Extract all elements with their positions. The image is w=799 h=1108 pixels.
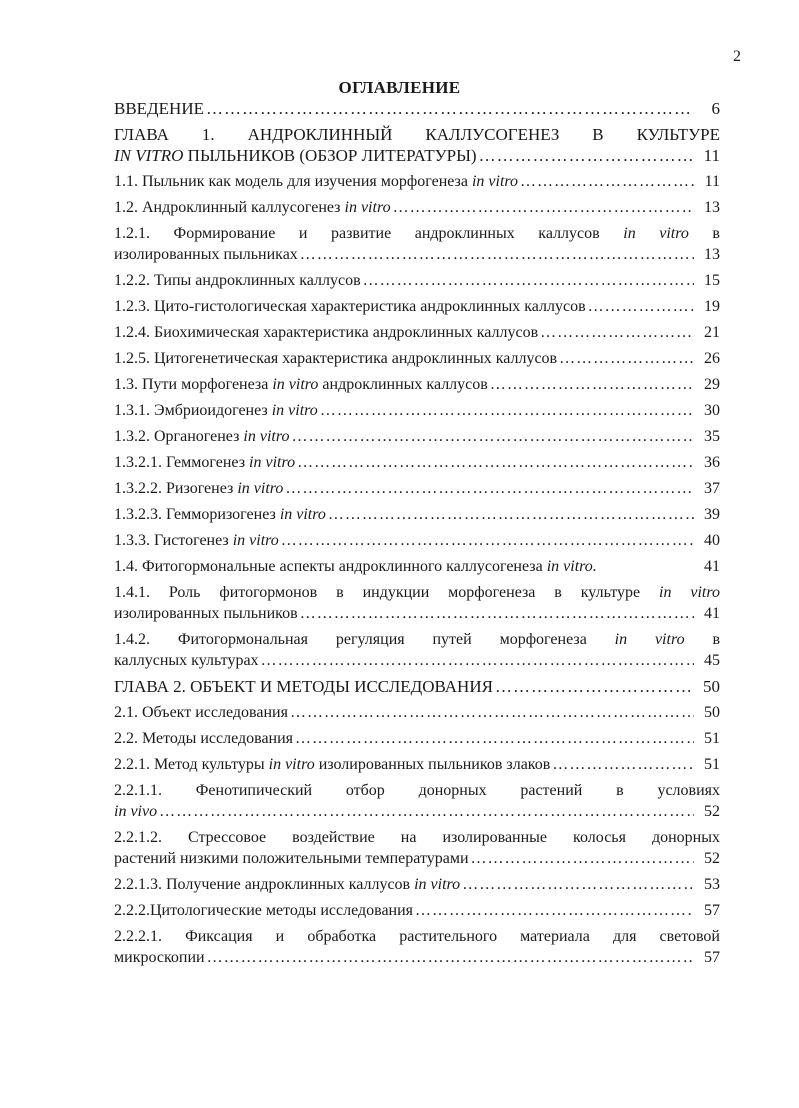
toc-entry-page: 53 bbox=[704, 876, 720, 893]
toc-entry-page: 57 bbox=[704, 902, 720, 919]
toc-leader-dots bbox=[471, 848, 694, 869]
toc-entry-line bbox=[114, 702, 720, 723]
toc-entry-title: 1.4. Фитогормональные аспекты андроклинного каллусогенеза in vitro. bbox=[114, 558, 597, 575]
toc-entry-title: 1.2.4. Биохимическая характеристика андроклинных каллусов bbox=[114, 324, 539, 341]
toc-entry-title: растений низкими положительными температурами bbox=[114, 850, 469, 867]
toc-title: ОГЛАВЛЕНИЕ bbox=[338, 78, 461, 97]
toc-leader-dots bbox=[207, 947, 694, 968]
toc-leader-dots bbox=[462, 874, 694, 895]
toc-entry bbox=[114, 171, 720, 192]
toc-entry-page: 15 bbox=[704, 272, 720, 289]
toc-entry-line bbox=[114, 296, 720, 317]
toc-entry-italic: in vitro bbox=[659, 584, 720, 601]
toc-entry-line bbox=[114, 478, 720, 499]
toc-entry-title: 1.3.1. Эмбриоидогенез in vitro bbox=[114, 402, 318, 419]
toc-entry-page: 35 bbox=[704, 428, 720, 445]
toc-entry bbox=[114, 223, 720, 265]
toc-leader-dots bbox=[363, 270, 694, 291]
toc-entry-italic: in vitro bbox=[414, 876, 461, 893]
toc-entry-italic: IN VITRO bbox=[114, 146, 184, 165]
toc-leader-dots bbox=[292, 426, 695, 447]
toc-entry-first-line: ГЛАВА 1. АНДРОКЛИННЫЙ КАЛЛУСОГЕНЕЗ В КУЛЬТУРЕ bbox=[114, 125, 720, 144]
toc-leader-dots bbox=[559, 348, 694, 369]
toc-entry-line bbox=[114, 603, 720, 624]
toc-entry-title: ВВЕДЕНИЕ bbox=[114, 99, 204, 118]
toc-entry-italic: in vitro bbox=[279, 506, 326, 523]
toc-entry-line bbox=[114, 348, 720, 369]
toc-entry-title: 1.3.2.2. Ризогенез in vitro bbox=[114, 480, 284, 497]
toc-entry-italic: in vitro bbox=[344, 199, 391, 216]
toc-entry-line bbox=[114, 848, 720, 869]
toc-entry-italic: in vitro bbox=[271, 402, 318, 419]
toc-leader-dots bbox=[490, 374, 694, 395]
toc-leader-dots bbox=[261, 650, 694, 671]
toc-entry-page: 36 bbox=[704, 454, 720, 471]
toc-leader-dots bbox=[495, 676, 694, 697]
toc-entry-title: IN VITRO ПЫЛЬНИКОВ (ОБЗОР ЛИТЕРАТУРЫ) bbox=[114, 146, 477, 165]
toc-entry bbox=[114, 780, 720, 822]
toc-entry-title: 1.2.3. Цито-гистологическая характеристика андроклинных каллусов bbox=[114, 298, 586, 315]
toc-entry-title: 1.2. Андроклинный каллусогенез in vitro bbox=[114, 199, 391, 216]
toc-entry-line bbox=[114, 900, 720, 921]
toc-entry-first-line: 2.2.1.2. Стрессовое воздействие на изолированные колосья донорных bbox=[114, 829, 720, 846]
toc-entry-title: 1.1. Пыльник как модель для изучения морфогенеза in vitro bbox=[114, 173, 519, 190]
toc-entry-page: 50 bbox=[704, 704, 720, 721]
toc-entry bbox=[114, 728, 720, 749]
toc-entry-line bbox=[114, 322, 720, 343]
toc-entry-line bbox=[114, 400, 720, 421]
toc-entry-title: 1.3.3. Гистогенез in vitro bbox=[114, 532, 279, 549]
toc-entry bbox=[114, 926, 720, 968]
toc-entry-page: 13 bbox=[704, 246, 720, 263]
toc-entry-line bbox=[114, 556, 720, 577]
toc-entry bbox=[114, 452, 720, 473]
toc-entry-italic: in vitro bbox=[243, 428, 290, 445]
toc-entry-title: 1.3.2.3. Гемморизогенез in vitro bbox=[114, 506, 326, 523]
toc-entry-line bbox=[114, 754, 720, 775]
toc-entry-title: изолированных пыльниках bbox=[114, 246, 298, 263]
toc-entry-line bbox=[114, 530, 720, 551]
toc-leader-dots bbox=[415, 900, 694, 921]
page-number: 2 bbox=[733, 48, 741, 65]
toc-entry bbox=[114, 874, 720, 895]
toc-entry bbox=[114, 478, 720, 499]
toc-entry-page: 13 bbox=[704, 199, 720, 216]
toc-entry-page: 41 bbox=[704, 558, 720, 575]
toc-leader-dots bbox=[393, 197, 694, 218]
toc-entry-page: 40 bbox=[704, 532, 720, 549]
toc-entry-line bbox=[114, 244, 720, 265]
toc-entry-title: микроскопии bbox=[114, 949, 205, 966]
toc-entry-line bbox=[114, 197, 720, 218]
toc-entry-title: 2.2.1. Метод культуры in vitro изолированных пыльников злаков bbox=[114, 756, 551, 773]
toc-entry-page: 41 bbox=[704, 605, 720, 622]
toc-entry-page: 57 bbox=[704, 949, 720, 966]
toc-entry-italic: in vivo bbox=[114, 803, 158, 820]
toc-entry-page: 39 bbox=[704, 506, 720, 523]
toc-entry-line bbox=[114, 426, 720, 447]
toc-entry bbox=[114, 676, 720, 697]
toc-entry bbox=[114, 322, 720, 343]
toc-entry-line bbox=[114, 801, 720, 822]
toc-entry-title: каллусных культурах bbox=[114, 652, 259, 669]
toc-entry-title: ГЛАВА 2. ОБЪЕКТ И МЕТОДЫ ИССЛЕДОВАНИЯ bbox=[114, 677, 493, 696]
toc-entry-page: 6 bbox=[711, 99, 720, 118]
toc-entry-first-line: 2.2.1.1. Фенотипический отбор донорных растений в условиях bbox=[114, 782, 720, 799]
toc-entry bbox=[114, 374, 720, 395]
toc-entry bbox=[114, 556, 720, 577]
toc-entry bbox=[114, 296, 720, 317]
toc-leader-dots bbox=[290, 702, 694, 723]
toc-entry-italic: in vitro bbox=[272, 376, 319, 393]
toc-leader-dots bbox=[285, 478, 694, 499]
toc-entry-page: 30 bbox=[704, 402, 720, 419]
toc-leader-dots bbox=[206, 98, 694, 119]
toc-entry-first-line: 1.2.1. Формирование и развитие андроклинных каллусов in vitro в bbox=[114, 225, 720, 242]
toc-entry-title: 2.2.2.Цитологические методы исследования bbox=[114, 902, 414, 919]
toc-leader-dots bbox=[281, 530, 694, 551]
toc-entry-line bbox=[114, 374, 720, 395]
toc-entry-italic: in vitro. bbox=[546, 558, 597, 575]
toc-entry bbox=[114, 827, 720, 869]
toc-entry-title: 1.3.2.1. Геммогенез in vitro bbox=[114, 454, 296, 471]
toc-entry-page: 50 bbox=[703, 677, 720, 696]
toc-entry bbox=[114, 124, 720, 166]
toc-entry-title: 2.2.1.3. Получение андроклинных каллусов in vitro bbox=[114, 876, 461, 893]
toc-entry bbox=[114, 98, 720, 119]
toc-entry-page: 52 bbox=[704, 803, 720, 820]
toc-entry bbox=[114, 754, 720, 775]
toc-entry-line bbox=[114, 98, 720, 119]
toc-entry-line bbox=[114, 270, 720, 291]
toc-entry-line bbox=[114, 676, 720, 697]
toc-leader-dots bbox=[588, 296, 694, 317]
toc-entry-italic: in vitro bbox=[614, 631, 685, 648]
toc-entry-line bbox=[114, 171, 720, 192]
toc-leader-dots bbox=[297, 452, 694, 473]
toc-entry-line bbox=[114, 874, 720, 895]
toc-leader-dots bbox=[320, 400, 694, 421]
toc-entry-line bbox=[114, 504, 720, 525]
toc-leader-dots bbox=[328, 504, 694, 525]
toc-entry-page: 29 bbox=[704, 376, 720, 393]
toc-entry-title: 2.1. Объект исследования bbox=[114, 704, 288, 721]
toc-entry-italic: in vitro bbox=[249, 454, 296, 471]
toc-entry-page: 19 bbox=[704, 298, 720, 315]
toc-leader-dots bbox=[295, 728, 694, 749]
toc-entry-page: 11 bbox=[703, 146, 720, 165]
toc-entry-italic: in vitro bbox=[268, 756, 315, 773]
toc-entry bbox=[114, 530, 720, 551]
toc-entry bbox=[114, 270, 720, 291]
toc-entry bbox=[114, 197, 720, 218]
table-of-contents bbox=[114, 98, 720, 973]
toc-entry-title: 1.2.5. Цитогенетическая характеристика андроклинных каллусов bbox=[114, 350, 558, 367]
toc-entry bbox=[114, 400, 720, 421]
toc-entry-page: 11 bbox=[704, 173, 720, 190]
toc-leader-dots bbox=[479, 145, 694, 166]
toc-entry bbox=[114, 629, 720, 671]
toc-entry-page: 37 bbox=[704, 480, 720, 497]
toc-entry-italic: in vitro bbox=[237, 480, 284, 497]
toc-leader-dots bbox=[540, 322, 694, 343]
toc-entry bbox=[114, 504, 720, 525]
toc-entry-italic: in vitro bbox=[232, 532, 279, 549]
toc-entry-title: 1.3.2. Органогенез in vitro bbox=[114, 428, 290, 445]
toc-entry bbox=[114, 900, 720, 921]
toc-leader-dots bbox=[300, 603, 694, 624]
toc-entry-page: 51 bbox=[704, 730, 720, 747]
toc-entry bbox=[114, 426, 720, 447]
toc-entry-title: 1.2.2. Типы андроклинных каллусов bbox=[114, 272, 361, 289]
toc-entry-page: 45 bbox=[704, 652, 720, 669]
toc-entry-first-line: 1.4.1. Роль фитогормонов в индукции морфогенеза в культуре in vitro bbox=[114, 584, 720, 601]
toc-entry bbox=[114, 348, 720, 369]
toc-entry-title: изолированных пыльников bbox=[114, 605, 298, 622]
toc-entry-page: 21 bbox=[704, 324, 720, 341]
toc-entry-first-line: 2.2.2.1. Фиксация и обработка растительного материала для световой bbox=[114, 928, 720, 945]
toc-entry-line bbox=[114, 650, 720, 671]
toc-entry-line bbox=[114, 145, 720, 166]
toc-leader-dots bbox=[159, 801, 694, 822]
toc-entry-title: 2.2. Методы исследования bbox=[114, 730, 294, 747]
toc-entry-title: 1.3. Пути морфогенеза in vitro андроклинных каллусов bbox=[114, 376, 488, 393]
toc-leader-dots bbox=[520, 171, 694, 192]
toc-entry-page: 51 bbox=[704, 756, 720, 773]
toc-entry-title bbox=[114, 801, 157, 822]
toc-entry-italic: in vitro bbox=[623, 225, 689, 242]
toc-entry-italic: in vitro bbox=[471, 173, 519, 190]
toc-entry-page: 26 bbox=[704, 350, 720, 367]
toc-entry-line bbox=[114, 947, 720, 968]
toc-leader-dots bbox=[552, 754, 694, 775]
toc-entry-line bbox=[114, 452, 720, 473]
toc-entry-page: 52 bbox=[704, 850, 720, 867]
toc-entry bbox=[114, 582, 720, 624]
toc-entry bbox=[114, 702, 720, 723]
toc-entry-first-line: 1.4.2. Фитогормональная регуляция путей морфогенеза in vitro в bbox=[114, 631, 721, 648]
toc-leader-dots bbox=[300, 244, 694, 265]
toc-entry-line bbox=[114, 728, 720, 749]
